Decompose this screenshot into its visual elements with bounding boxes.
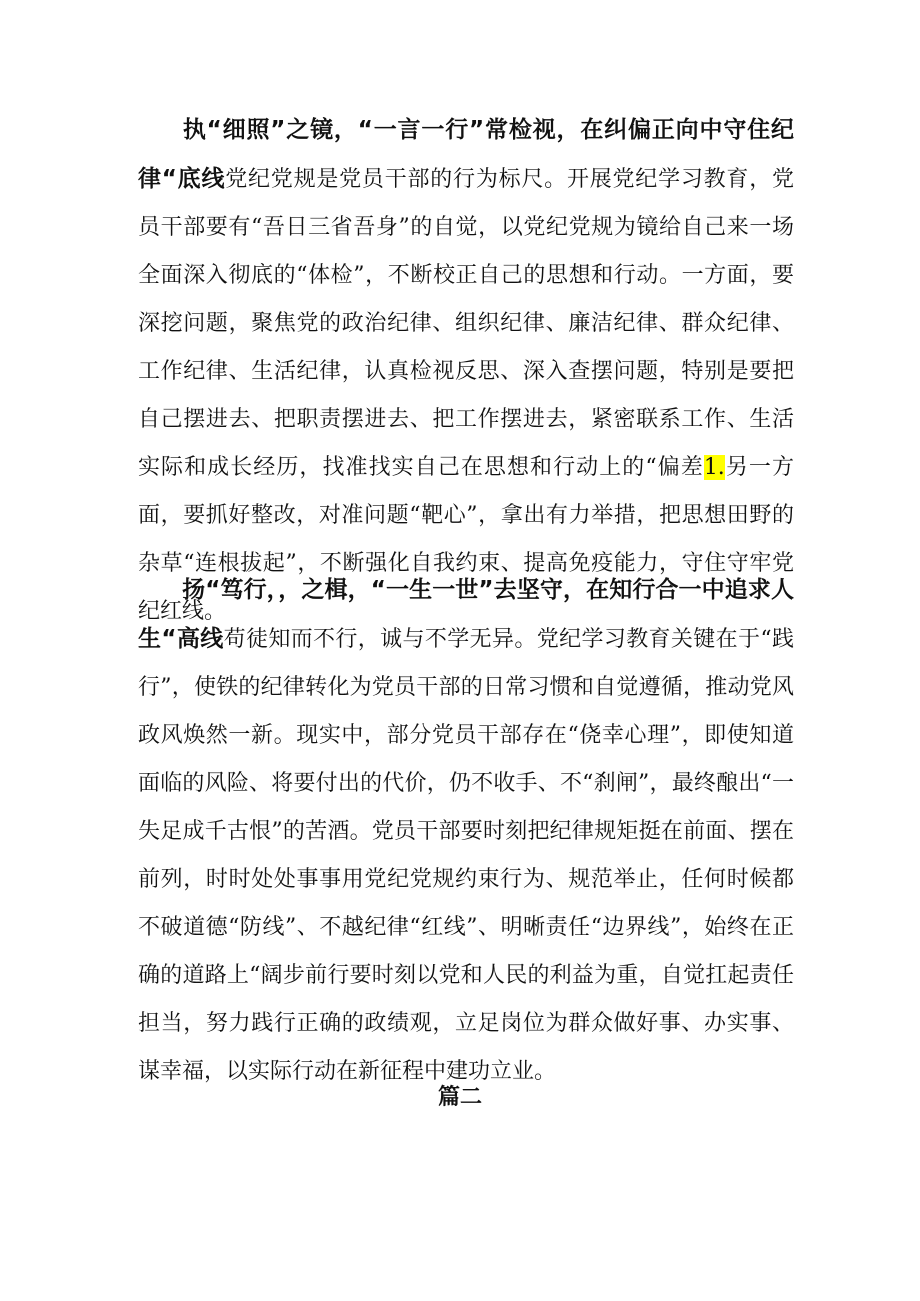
paragraph-2-heading: 扬“笃行，，之楫，“一生一世”去坚守，在知行合一中追求人生“高线 xyxy=(138,577,794,652)
paragraph-1 xyxy=(138,106,794,636)
section-title: 篇二 xyxy=(437,1085,482,1110)
paragraph-1-heading: 执“细照”之镜，“一言一行”常检视，在纠偏正向中守住纪律“底线 xyxy=(138,117,794,192)
highlighted-marker: 1. xyxy=(703,455,725,480)
paragraph-1-body: 党纪党规是党员干部的行为标尺。开展党纪学习教育，党员干部要有“吾日三省吾身”的自觉，以党纪党规为镜给自己来一场全面深入彻底的“体检”，不断校正自己的思想和行动。一方面，要深挖问题，聚焦党的政治纪律、组织纪律、廉洁纪律、群众纪律、工作纪律、生活纪律，认真检视反思、深入查摆问题，特别是要把自己摆进去、把职责摆进去、把工作摆进去，紧密联系工作、生活实际和成长经历，找准找实自己在思想和行动上的“偏差 xyxy=(138,167,794,480)
paragraph-2 xyxy=(138,566,794,1096)
paragraph-2-body: 苟徒知而不行，诚与不学无异。党纪学习教育关键在于“践行”，使铁的纪律转化为党员干部的日常习惯和自觉遵循，推动党风政风焕然一新。现实中，部分党员干部存在“侥幸心理”，即使知道面临的风险、将要付出的代价，仍不收手、不“刹闸”，最终酿出“一失足成千古恨”的苦酒。党员干部要时刻把纪律规矩挺在前面、摆在前列，时时处处事事用党纪党规约束行为、规范举止，任何时候都不破道德“防线”、不越纪律“红线”、明晰责任“边界线”，始终在正确的道路上“阔步前行要时刻以党和人民的利益为重，自觉扛起责任担当，努力践行正确的政绩观，立足岗位为群众做好事、办实事、谋幸福，以实际行动在新征程中建功立业。 xyxy=(138,627,795,1084)
paragraph-1-body-continued: 另一方面，要抓好整改，对准问题“靶心”，拿出有力举措，把思想田野的杂草“连根拔起”，不断强化自我约束、提高免疫能力，守住守牢党纪红线。 xyxy=(138,455,794,624)
